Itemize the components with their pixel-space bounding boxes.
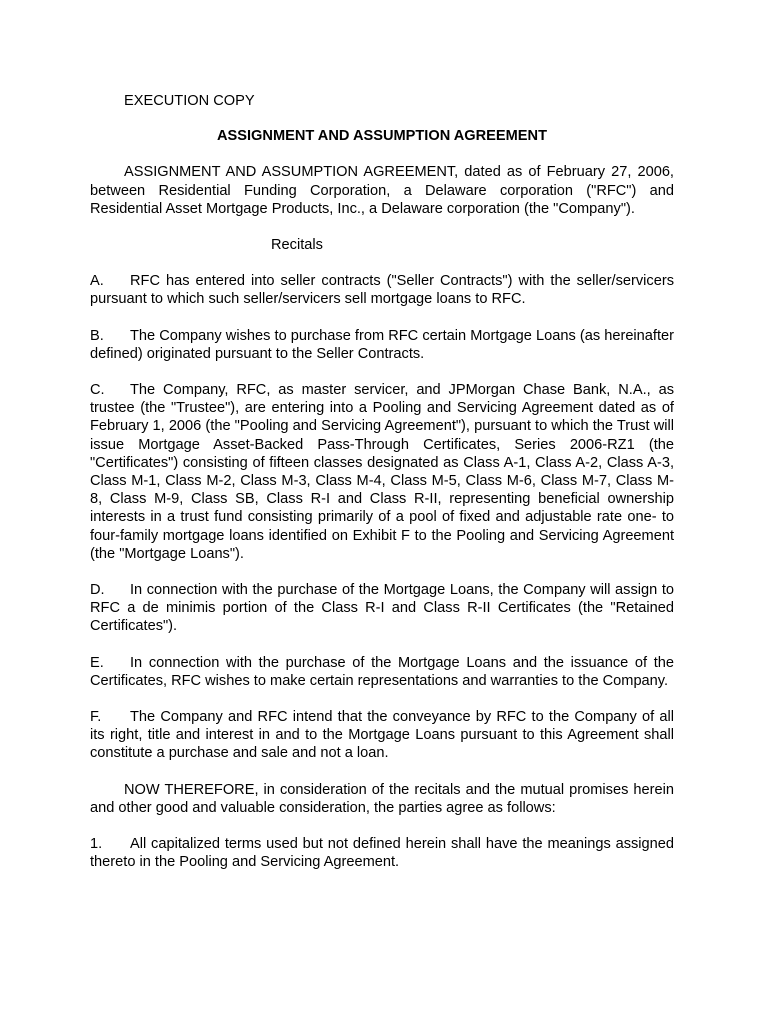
- recital-label: B.: [90, 327, 104, 344]
- recital-b: [90, 327, 674, 363]
- recital-label: A.: [90, 273, 104, 290]
- now-therefore-paragraph: NOW THEREFORE, in consideration of the recitals and the mutual promises herein and other good and valuable consideration, the parties agree as follows:: [90, 781, 674, 816]
- recital-label: E.: [90, 654, 104, 671]
- section-1: [90, 835, 674, 871]
- execution-copy-header: EXECUTION COPY: [124, 93, 255, 109]
- recitals-heading: Recitals: [271, 237, 323, 254]
- section-text: All capitalized terms used but not defined herein shall have the meanings assigned thereto in the Pooling and Servicing Agreement.: [90, 836, 674, 871]
- recital-label: F.: [90, 709, 102, 726]
- recital-text: In connection with the purchase of the Mortgage Loans, the Company will assign to RFC a de minimis portion of the Class R-I and Class R-II Certificates (the "Retained Certificates").: [90, 582, 674, 635]
- recital-text: RFC has entered into seller contracts ("Seller Contracts") with the seller/servicers pursuant to which such seller/servicers sell mortgage loans to RFC.: [90, 273, 674, 308]
- recital-text: The Company, RFC, as master servicer, and JPMorgan Chase Bank, N.A., as trustee (the "Trustee"), are entering into a Pooling and Servicing Agreement dated as of February 1, 2006 (the "Pooling and Servicing Agreement"), pursuant to which the Trust will issue Mortgage Asset-Backed Pass-Through Certificates, Series 2006-RZ1 (the "Certificates") consisting of fifteen classes designated as Class A-1, Class A-2, Class A-3, Class M-1, Class M-2, Class M-3, Class M-4, Class M-5, Class M-6, Class M-7, Class M-8, Class M-9, Class SB, Class R-I and Class R-II, representing beneficial ownership interests in a trust fund consisting primarily of a pool of fixed and adjustable rate one- to four-family mortgage loans identified on Exhibit F to the Pooling and Servicing Agreement (the "Mortgage Loans").: [90, 382, 674, 562]
- recital-label: D.: [90, 582, 105, 599]
- recital-text: The Company wishes to purchase from RFC certain Mortgage Loans (as hereinafter defined) originated pursuant to the Seller Contracts.: [90, 327, 674, 362]
- recital-d: [90, 581, 674, 636]
- recital-label: C.: [90, 382, 105, 399]
- recital-e: [90, 654, 674, 690]
- document-page: [90, 92, 674, 890]
- recital-text: In connection with the purchase of the Mortgage Loans and the issuance of the Certificates, RFC wishes to make certain representations and warranties to the Company.: [90, 654, 674, 689]
- agreement-title: ASSIGNMENT AND ASSUMPTION AGREEMENT: [217, 128, 547, 145]
- recital-c: [90, 381, 674, 563]
- recital-f: [90, 708, 674, 763]
- section-label: 1.: [90, 836, 103, 853]
- recital-a: [90, 272, 674, 308]
- intro-paragraph: ASSIGNMENT AND ASSUMPTION AGREEMENT, dated as of February 27, 2006, between Residential Funding Corporation, a Delaware corporation ("RFC") and Residential Asset Mortgage Products, Inc., a Delaware corporation (the "Company").: [90, 164, 674, 217]
- recital-text: The Company and RFC intend that the conveyance by RFC to the Company of all its right, title and interest in and to the Mortgage Loans pursuant to this Agreement shall constitute a purchase and sale and not a loan.: [90, 709, 674, 762]
